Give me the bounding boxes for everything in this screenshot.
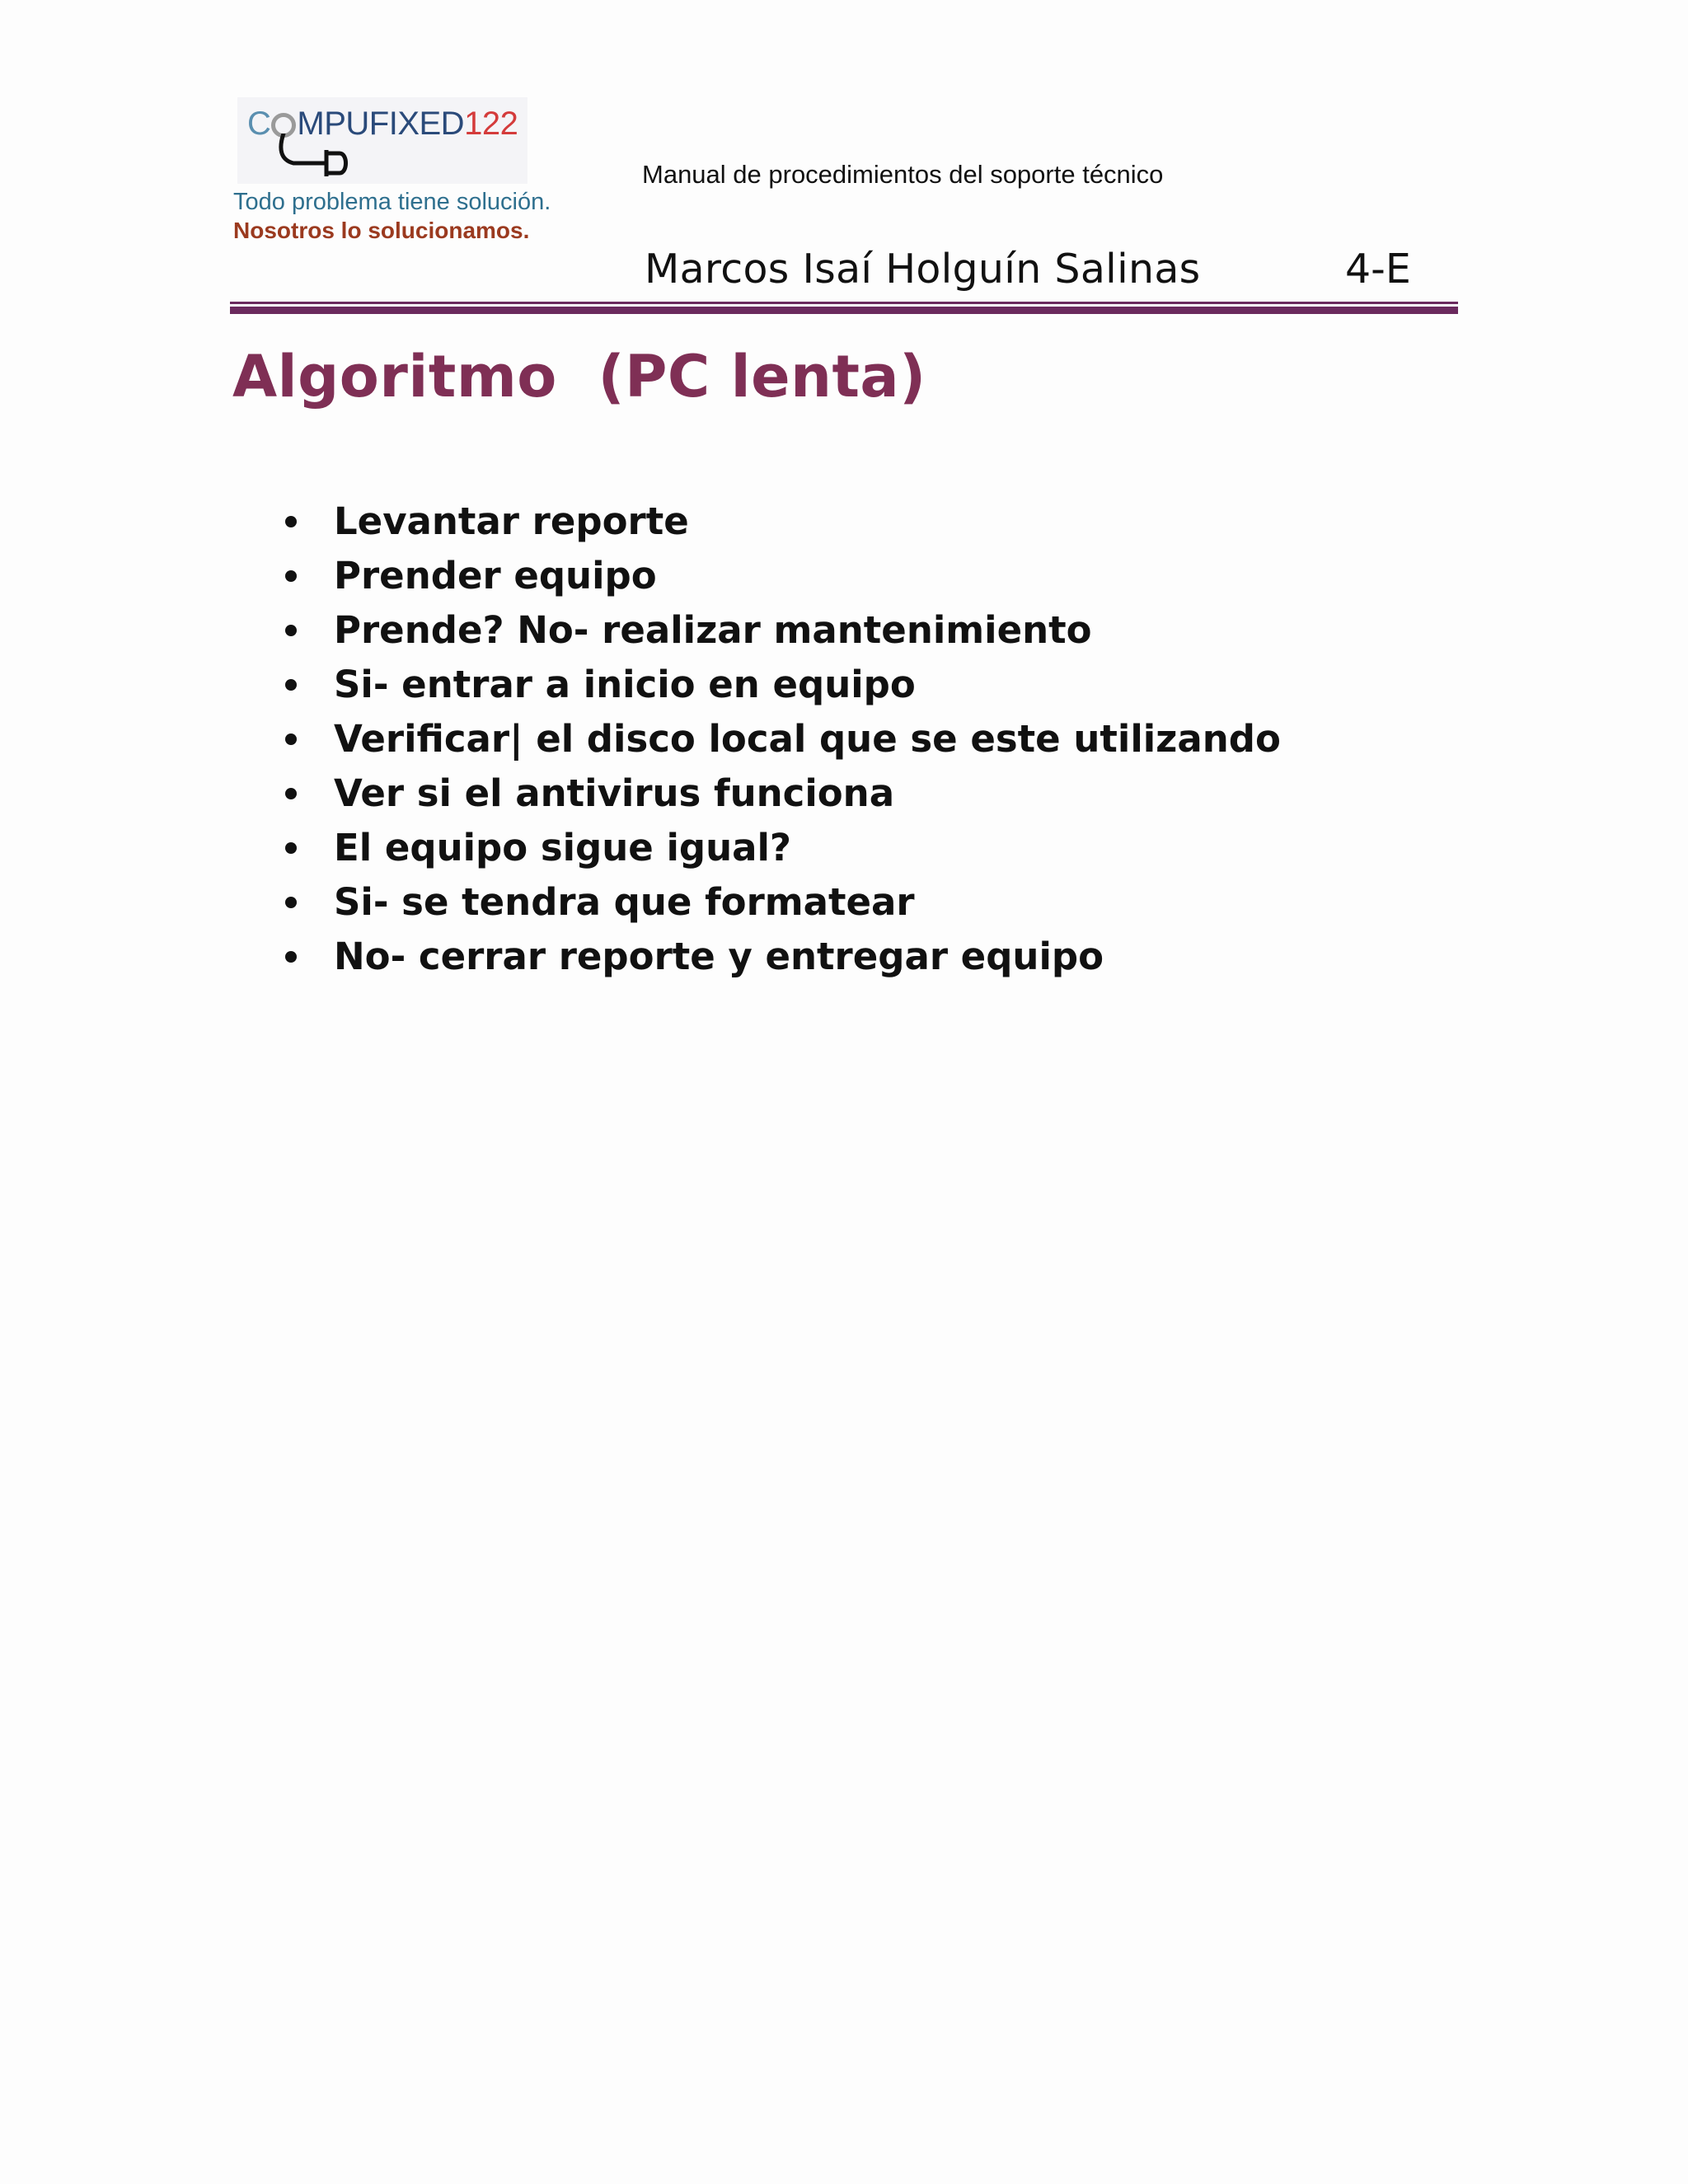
bullet-icon — [285, 788, 297, 799]
bullet-icon — [285, 516, 297, 527]
step-text: Si- entrar a inicio en equipo — [334, 663, 916, 706]
group-label: 4-E — [1345, 246, 1411, 293]
page-title: Algoritmo (PC lenta) — [232, 343, 926, 410]
bullet-icon — [285, 570, 297, 582]
logo-wordmark-number: 122 — [464, 105, 518, 142]
stethoscope-icon — [272, 134, 363, 183]
step-text: Prende? No- realizar mantenimiento — [334, 608, 1092, 652]
logo-tagline: Todo problema tiene solución. — [233, 189, 551, 215]
step-text: No- cerrar reporte y entregar equipo — [334, 935, 1104, 978]
step-text: Si- se tendra que formatear — [334, 880, 915, 924]
header-rule-thick — [230, 307, 1458, 314]
bullet-icon — [285, 625, 297, 636]
step-text: Verificar| el disco local que se este utilizando — [334, 717, 1281, 761]
company-logo — [237, 97, 528, 184]
author-name: Marcos Isaí Holguín Salinas — [645, 246, 1201, 293]
steps-list — [280, 494, 1281, 984]
step-text: El equipo sigue igual? — [334, 826, 792, 869]
list-item — [280, 712, 1281, 766]
bullet-icon — [285, 951, 297, 963]
manual-title: Manual de procedimientos del soporte técnico — [642, 160, 1164, 189]
list-item — [280, 821, 1281, 875]
logo-wordmark-c: C — [247, 105, 271, 142]
logo-tagline-bold: Nosotros lo solucionamos. — [233, 218, 530, 243]
step-text: Levantar reporte — [334, 499, 689, 543]
list-item — [280, 549, 1281, 603]
bullet-icon — [285, 733, 297, 745]
step-text: Ver si el antivirus funciona — [334, 771, 895, 815]
logo-wordmark-text: MPUFIXED — [297, 105, 465, 142]
list-item — [280, 766, 1281, 821]
list-item — [280, 875, 1281, 930]
list-item — [280, 930, 1281, 984]
bullet-icon — [285, 897, 297, 908]
step-text: Prender equipo — [334, 554, 657, 598]
list-item — [280, 658, 1281, 712]
bullet-icon — [285, 679, 297, 691]
bullet-icon — [285, 842, 297, 854]
list-item — [280, 494, 1281, 549]
list-item — [280, 603, 1281, 658]
header-rule-thin — [230, 302, 1458, 304]
